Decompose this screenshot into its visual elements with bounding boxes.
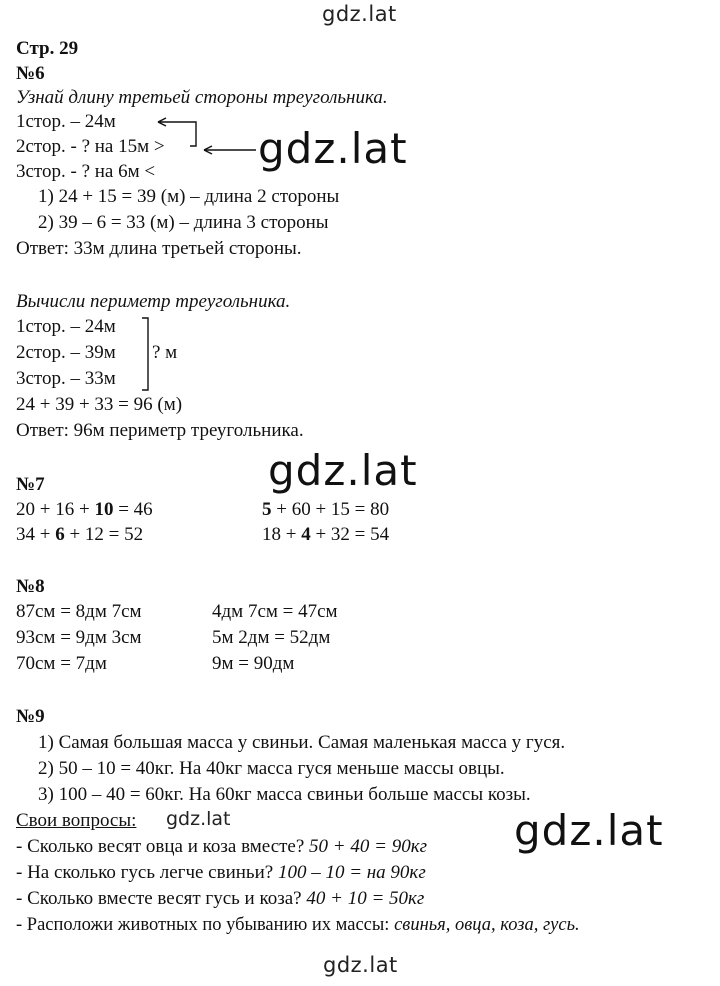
task6-step2: 2) 39 – 6 = 33 (м) – длина 3 стороны xyxy=(38,212,329,233)
watermark-top: gdz.lat xyxy=(322,2,397,26)
task6-perim-side2: 2стор. – 39м xyxy=(16,342,116,363)
task6-step1: 1) 24 + 15 = 39 (м) – длина 2 стороны xyxy=(38,186,340,207)
task7-row1-left: 20 + 16 + 10 = 46 xyxy=(16,499,153,520)
page-number: Стр. 29 xyxy=(16,38,79,59)
task6-side2: 2стор. - ? на 15м > xyxy=(16,136,165,157)
task8-row1-right: 4дм 7см = 47см xyxy=(212,601,338,622)
task6-number: №6 xyxy=(16,63,45,84)
task6-prompt2: Вычисли периметр треугольника. xyxy=(16,291,291,312)
watermark-big-1: gdz.lat xyxy=(258,124,408,173)
task8-row3-left: 70см = 7дм xyxy=(16,653,107,674)
task6-perim-question: ? м xyxy=(152,342,178,363)
task8-row2-right: 5м 2дм = 52дм xyxy=(212,627,331,648)
task9-question3: - Сколько вместе весят гусь и коза? 40 + 10 = 50кг xyxy=(16,888,425,909)
task9-question2: - На сколько гусь легче свиньи? 100 – 10 = на 90кг xyxy=(16,862,426,883)
watermark-big-2: gdz.lat xyxy=(268,446,418,495)
bracket xyxy=(142,318,148,390)
watermark-bottom: gdz.lat xyxy=(323,953,398,977)
task7-number: №7 xyxy=(16,474,45,495)
task6-perim-side3: 3стор. – 33м xyxy=(16,368,116,389)
watermark-big-3: gdz.lat xyxy=(514,806,664,855)
task6-perim-calc: 24 + 39 + 33 = 96 (м) xyxy=(16,394,183,415)
task9-question4: - Расположи животных по убыванию их массы: свинья, овца, коза, гусь. xyxy=(16,915,580,935)
task9-line3: 3) 100 – 40 = 60кг. На 60кг масса свиньи больше массы козы. xyxy=(38,784,531,805)
task6-prompt1: Узнай длину третьей стороны треугольника. xyxy=(16,87,388,108)
task9-own-questions-label: Свои вопросы: xyxy=(16,810,137,831)
task8-number: №8 xyxy=(16,576,45,597)
task9-line2: 2) 50 – 10 = 40кг. На 40кг масса гуся меньше массы овцы. xyxy=(38,758,505,779)
task9-question1: - Сколько весят овца и коза вместе? 50 + 40 = 90кг xyxy=(16,836,427,857)
task8-row2-left: 93см = 9дм 3см xyxy=(16,627,142,648)
task6-perim-side1: 1стор. – 24м xyxy=(16,316,116,337)
task8-row3-right: 9м = 90дм xyxy=(212,653,295,674)
task8-row1-left: 87см = 8дм 7см xyxy=(16,601,142,622)
task7-row2-right: 18 + 4 + 32 = 54 xyxy=(262,524,390,545)
task6-answer2: Ответ: 96м периметр треугольника. xyxy=(16,420,304,441)
task9-number: №9 xyxy=(16,706,45,727)
task7-row1-right: 5 + 60 + 15 = 80 xyxy=(262,499,390,520)
task6-answer1: Ответ: 33м длина третьей стороны. xyxy=(16,238,302,259)
watermark-inline: gdz.lat xyxy=(166,808,231,830)
task7-row2-left: 34 + 6 + 12 = 52 xyxy=(16,524,144,545)
task6-side3: 3стор. - ? на 6м < xyxy=(16,161,156,182)
task9-line1: 1) Самая большая масса у свиньи. Самая маленькая масса у гуся. xyxy=(38,732,566,753)
task6-side1: 1стор. – 24м xyxy=(16,111,116,132)
